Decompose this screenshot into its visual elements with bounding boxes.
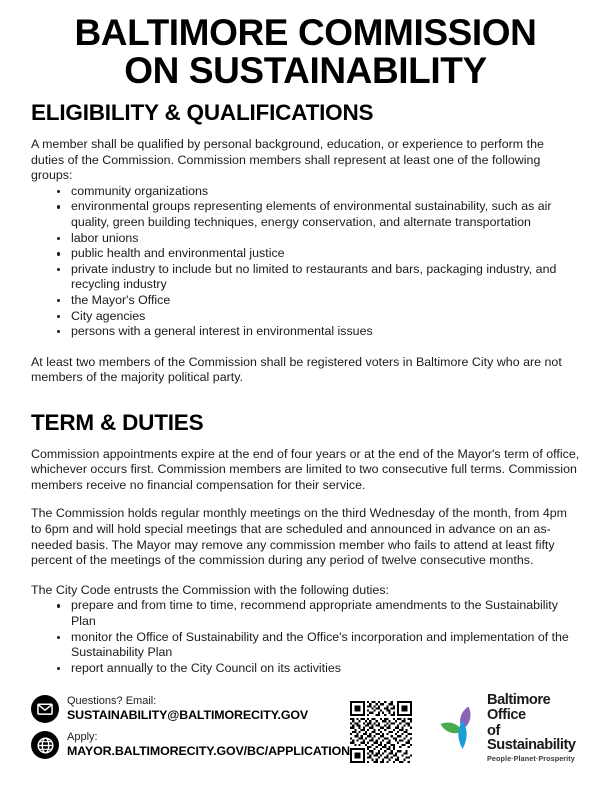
email-label: Questions? Email: — [67, 694, 157, 707]
page-title — [31, 0, 580, 90]
email-contact-row[interactable] — [31, 695, 341, 723]
apply-contact-row[interactable] — [31, 730, 351, 759]
eligibility-heading: ELIGIBILITY & QUALIFICATIONS — [31, 100, 374, 126]
contact-block — [31, 694, 351, 767]
list-item: community organizations — [57, 184, 580, 200]
logo-tagline: People·Planet·Prosperity — [487, 754, 575, 764]
term-duties-heading: TERM & DUTIES — [31, 409, 204, 435]
baltimore-office-of-sustainability-logo — [437, 692, 589, 764]
list-item: labor unions — [57, 231, 580, 247]
list-item: monitor the Office of Sustainability and the Office's incorporation and implementation of the Sustainability Plan — [57, 630, 580, 661]
logo-line-1: Baltimore Office — [487, 692, 551, 724]
list-item: prepare and from time to time, recommend appropriate amendments to the Sustainability Plan — [57, 598, 580, 629]
email-contact-text — [67, 696, 308, 722]
page-title-line-2: ON SUSTAINABILITY — [124, 50, 487, 92]
list-item: public health and environmental justice — [57, 246, 580, 262]
list-item: City agencies — [57, 309, 580, 325]
qr-code[interactable] — [350, 701, 412, 763]
eligibility-intro-paragraph: A member shall be qualified by personal background, education, or experience to perform the duties of the Commission. Commission members shall represent at least one of the following groups: — [31, 136, 544, 183]
envelope-icon — [31, 695, 59, 723]
list-item: report annually to the City Council on its activities — [57, 661, 580, 677]
apply-contact-text — [67, 732, 350, 758]
list-item: persons with a general interest in environmental issues — [57, 324, 580, 340]
term-paragraph-2: The Commission holds regular monthly meetings on the third Wednesday of the month, from 4pm to 6pm and will hold special meetings that are scheduled and announced in advance on an as-needed basis. The Mayor may remove any commission member who fails to attend at least fifty percent of the meetings of the commission during any period of twelve consecutive months. — [31, 506, 568, 568]
globe-icon — [31, 731, 59, 759]
apply-label: Apply: — [67, 730, 98, 743]
page-title-line-1: BALTIMORE COMMISSION — [74, 12, 537, 53]
logo-text — [487, 693, 589, 762]
eligibility-groups-list — [31, 184, 580, 340]
logo-line-2: of Sustainability — [487, 722, 576, 754]
duties-intro-paragraph: The City Code entrusts the Commission with the following duties: — [31, 582, 390, 597]
list-item: the Mayor's Office — [57, 293, 580, 309]
eligibility-closing-paragraph: At least two members of the Commission shall be registered voters in Baltimore City who are not members of the majority political party. — [31, 354, 562, 385]
term-paragraph-1: Commission appointments expire at the end of four years or at the end of the Mayor's term of office, whichever occurs first. Commission members are limited to two consecutive full terms. Commission members receive no financial compensation for their service. — [31, 446, 580, 492]
email-address[interactable]: SUSTAINABILITY@BALTIMORECITY.GOV — [67, 707, 309, 722]
duties-list — [31, 598, 580, 676]
leaf-drop-logo-icon — [437, 703, 483, 753]
apply-url[interactable]: MAYOR.BALTIMORECITY.GOV/BC/APPLICATION — [67, 743, 351, 758]
list-item: environmental groups representing elements of environmental sustainability, such as air quality, green building techniques, energy conservation, and alternate transportation — [57, 199, 580, 230]
list-item: private industry to include but no limited to restaurants and bars, packaging industry, and recycling industry — [57, 262, 580, 293]
